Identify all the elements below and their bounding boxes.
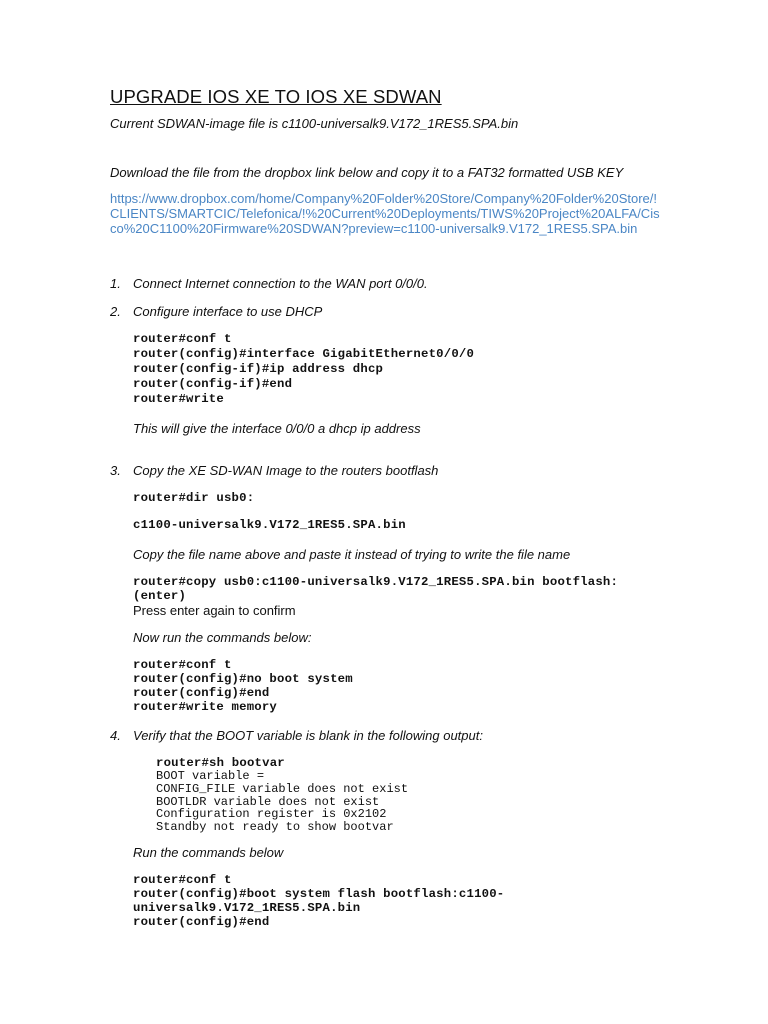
step-note: This will give the interface 0/0/0 a dhcp ip address — [133, 421, 421, 436]
code-line: router#write memory — [133, 700, 278, 714]
step-text: Verify that the BOOT variable is blank in the following output: — [133, 728, 483, 743]
step-text: Connect Internet connection to the WAN port 0/0/0. — [133, 276, 428, 291]
code-line: router#copy usb0:c1100-universalk9.V172_1RES5.SPA.bin bootflash: — [133, 575, 619, 589]
code-line: (enter) — [133, 589, 187, 603]
output-line: Configuration register is 0x2102 — [156, 807, 387, 821]
code-line: router(config)#boot system flash bootflash:c1100- — [133, 887, 505, 901]
code-line: router#conf t — [133, 658, 232, 672]
code-line: router#dir usb0: — [133, 491, 255, 505]
code-line: router#write — [133, 392, 224, 406]
code-line: router#sh bootvar — [156, 756, 285, 770]
link-line[interactable]: co%20C1100%20Firmware%20SDWAN?preview=c1100-universalk9.V172_1RES5.SPA.bin — [110, 221, 638, 236]
code-line: router(config)#interface GigabitEthernet0/0/0 — [133, 347, 475, 361]
code-line: router(config-if)#ip address dhcp — [133, 362, 384, 376]
link-line[interactable]: CLIENTS/SMARTCIC/Telefonica/!%20Current%20Deployments/TIWS%20Project%20ALFA/Cis — [110, 206, 660, 221]
download-instruction: Download the file from the dropbox link below and copy it to a FAT32 formatted USB KEY — [110, 165, 624, 180]
output-line: Standby not ready to show bootvar — [156, 820, 394, 834]
code-line: router(config)#no boot system — [133, 672, 353, 686]
step-text: Copy the XE SD-WAN Image to the routers bootflash — [133, 463, 439, 478]
output-line: CONFIG_FILE variable does not exist — [156, 782, 409, 796]
step-number: 1. — [110, 276, 121, 291]
code-line: c1100-universalk9.V172_1RES5.SPA.bin — [133, 518, 406, 532]
code-line: router(config)#end — [133, 915, 270, 929]
code-line: router#conf t — [133, 332, 232, 346]
step-note: Run the commands below — [133, 845, 284, 860]
step-note: Copy the file name above and paste it instead of trying to write the file name — [133, 547, 571, 562]
step-text: Configure interface to use DHCP — [133, 304, 323, 319]
code-line: universalk9.V172_1RES5.SPA.bin — [133, 901, 361, 915]
step-note: Now run the commands below: — [133, 630, 312, 645]
current-image-text: Current SDWAN-image file is c1100-universalk9.V172_1RES5.SPA.bin — [110, 116, 519, 131]
step-number: 3. — [110, 463, 121, 478]
code-line: router(config)#end — [133, 686, 270, 700]
step-number: 2. — [110, 304, 121, 319]
link-line[interactable]: https://www.dropbox.com/home/Company%20Folder%20Store/Company%20Folder%20Store/! — [110, 191, 657, 206]
output-line: BOOTLDR variable does not exist — [156, 795, 380, 809]
step-number: 4. — [110, 728, 121, 743]
document-title: UPGRADE IOS XE TO IOS XE SDWAN — [110, 86, 442, 107]
output-line: BOOT variable = — [156, 769, 265, 783]
confirm-text: Press enter again to confirm — [133, 603, 296, 618]
code-line: router#conf t — [133, 873, 232, 887]
code-line: router(config-if)#end — [133, 377, 293, 391]
